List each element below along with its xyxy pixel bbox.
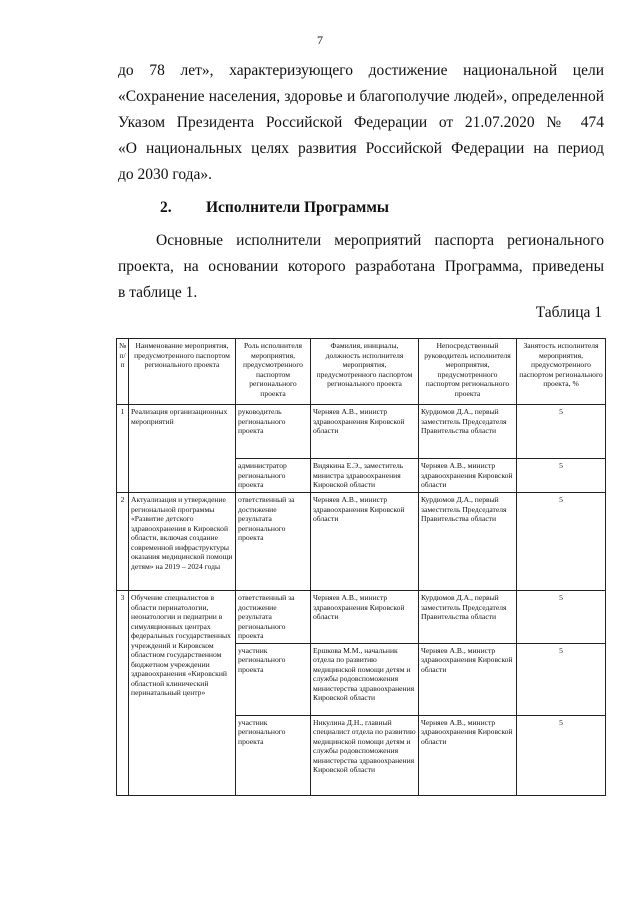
section-paragraph	[118, 228, 604, 306]
row-number: 2	[117, 493, 129, 591]
row-activity: Реализация организационных мероприятий	[129, 405, 236, 493]
cell-person: Черняев А.В., министр здравоохранения Кировской области	[311, 493, 419, 591]
header-activity: Наименование мероприятия, предусмотренного паспортом регионального проекта	[129, 339, 236, 405]
table-row	[117, 493, 606, 591]
cell-role: участник регионального проекта	[236, 715, 311, 795]
cell-supervisor: Курдюмов Д.А., первый заместитель Председателя Правительства области	[419, 405, 517, 459]
cell-role: участник регионального проекта	[236, 643, 311, 715]
table-row	[117, 405, 606, 459]
header-number: № п/п	[117, 339, 129, 405]
cell-supervisor: Черняев А.В., министр здравоохранения Кировской области	[419, 643, 517, 715]
table-row	[117, 591, 606, 644]
cell-supervisor: Курдюмов Д.А., первый заместитель Председателя Правительства области	[419, 591, 517, 644]
cell-role: руководитель регионального проекта	[236, 405, 311, 459]
executors-table	[116, 338, 606, 796]
cell-role: администратор регионального проекта	[236, 459, 311, 493]
table-header-row	[117, 339, 606, 405]
page-number: 7	[317, 33, 323, 47]
cell-load: 5	[517, 459, 606, 493]
intro-line: «Сохранение населения, здоровье и благополучие людей», определенной	[118, 88, 604, 105]
cell-supervisor: Курдюмов Д.А., первый заместитель Председателя Правительства области	[419, 493, 517, 591]
section-number: 2.	[160, 199, 172, 216]
intro-paragraph	[118, 58, 604, 188]
row-activity: Обучение специалистов в области перинатологии, неонатологии и педиатрии в симуляционных центрах федеральных государственных учреждений и Кировском областном государственном бюджетном учреждении здравоохранения «Кировский областной клинический перинатальный центр»	[129, 591, 236, 796]
cell-load: 5	[517, 405, 606, 459]
cell-load: 5	[517, 591, 606, 644]
cell-person: Черняев А.В., министр здравоохранения Кировской области	[311, 405, 419, 459]
intro-line: до 2030 года».	[118, 166, 213, 183]
intro-line: до 78 лет», характеризующего достижение национальной цели	[118, 62, 604, 79]
header-person: Фамилия, инициалы, должность исполнителя мероприятия, предусмотренного паспортом регионального проекта	[311, 339, 419, 405]
cell-person: Никулина Д.Н., главный специалист отдела по развитию медицинской помощи детям и службы родовспоможения министерства здравоохранения Кировской области	[311, 715, 419, 795]
section-title: Исполнители Программы	[206, 199, 390, 216]
intro-line: «О национальных целях развития Российской Федерации на период	[118, 140, 604, 157]
cell-person: Ершкова М.М., начальник отдела по развитию медицинской помощи детям и службы родовспоможения министерства здравоохранения Кировской области	[311, 643, 419, 715]
header-load: Занятость исполнителя мероприятия, предусмотренного паспортом регионального проекта, %	[517, 339, 606, 405]
header-supervisor: Непосредственный руководитель исполнителя мероприятия, предусмотренного паспортом регионального проекта	[419, 339, 517, 405]
table-caption: Таблица 1	[535, 304, 602, 321]
intro-line: Указом Президента Российской Федерации от 21.07.2020 № 474	[118, 114, 604, 131]
section-heading	[160, 199, 389, 217]
cell-role: ответственный за достижение результата регионального проекта	[236, 493, 311, 591]
section-line: Основные исполнители мероприятий паспорта регионального	[156, 232, 604, 249]
row-activity: Актуализация и утверждение региональной программы «Развитие детского здравоохранения в Кировской области, включая создание современной инфраструктуры оказания медицинской помощи детям» на 2019 – 2024 годы	[129, 493, 236, 591]
cell-supervisor: Черняев А.В., министр здравоохранения Кировской области	[419, 715, 517, 795]
section-line: в таблице 1.	[118, 284, 198, 301]
cell-load: 5	[517, 493, 606, 591]
cell-supervisor: Черняев А.В., министр здравоохранения Кировской области	[419, 459, 517, 493]
section-line: проекта, на основании которого разработана Программа, приведены	[118, 258, 604, 275]
cell-load: 5	[517, 643, 606, 715]
cell-role: ответственный за достижение результата регионального проекта	[236, 591, 311, 644]
cell-load: 5	[517, 715, 606, 795]
cell-person: Видякина Е.Э., заместитель министра здравоохранения Кировской области	[311, 459, 419, 493]
header-role: Роль исполнителя мероприятия, предусмотренного паспортом регионального проекта	[236, 339, 311, 405]
cell-person: Черняев А.В., министр здравоохранения Кировской области	[311, 591, 419, 644]
row-number: 3	[117, 591, 129, 796]
row-number: 1	[117, 405, 129, 493]
